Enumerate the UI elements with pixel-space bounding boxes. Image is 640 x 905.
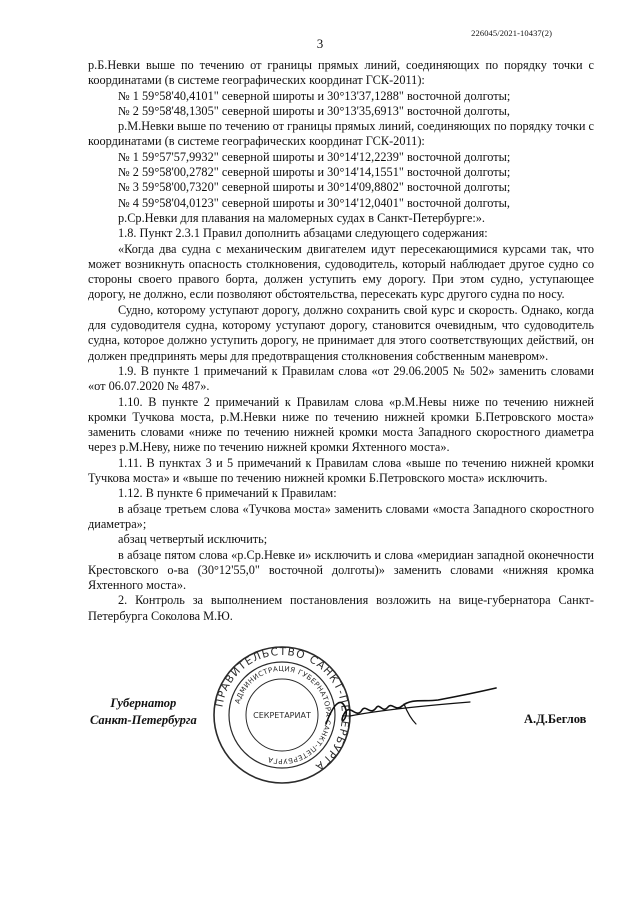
- paragraph-1-8: 1.8. Пункт 2.3.1 Правил дополнить абзацами следующего содержания:: [118, 226, 488, 241]
- paragraph-1-9: 1.9. В пункте 1 примечаний к Правилам слова «от 29.06.2005 № 502» заменить словами «от 06.07.2020 № 487».: [88, 363, 594, 394]
- stamp-inner-text: АДМИНИСТРАЦИЯ ГУБЕРНАТОРА САНКТ-ПЕТЕРБУРГА: [233, 664, 333, 766]
- stamp-center-text: СЕКРЕТАРИАТ: [253, 711, 311, 720]
- paragraph-quote-2: Судно, которому уступают дорогу, должно сохранить свой курс и скорость. Однако, когда для судоводителя судна, которому уступают дорогу, становится очевидным, что судоводитель судна, которое должно уступить дорогу, не принимает для этого соответствующих действий, он должен предпринять меры для предотвращения столкновения собственным маневром».: [88, 302, 594, 363]
- signer-title-line1: Губернатор: [110, 696, 177, 710]
- paragraph-1-11: 1.11. В пунктах 3 и 5 примечаний к Правилам слова «выше по течению нижней кромки Тучкова моста» и «выше по течению нижней кромки Б.Петровского моста» исключить.: [88, 455, 594, 486]
- coordinate-line: № 1 59°57'57,9932" северной широты и 30°14'12,2239" восточной долготы;: [118, 149, 511, 164]
- paragraph-abzac-5: в абзаце пятом слова «р.Ср.Невке и» исключить и слова «меридиан западной оконечности Крестовского о-ва (30°12'55,0" восточной долготы)» заменить словами «нижняя кромка Яхтенного моста».: [88, 547, 594, 593]
- paragraph-m-nevka: р.М.Невки выше по течению от границы прямых линий, соединяющих по порядку точки с координатами (в системе географических координат ГСК-2011):: [88, 119, 594, 149]
- paragraph-control: 2. Контроль за выполнением постановления возложить на вице-губернатора Санкт-Петербурга Соколова М.Ю.: [88, 593, 594, 623]
- signer-title-line2: Санкт-Петербурга: [90, 713, 197, 727]
- paragraph-sr-nevka: р.Ср.Невки для плавания на маломерных судах в Санкт-Петербурге:».: [118, 210, 485, 225]
- paragraph-abzac-4: абзац четвертый исключить;: [118, 532, 268, 547]
- coordinate-line: № 2 59°58'48,1305" северной широты и 30°13'35,6913" восточной долготы,: [118, 103, 510, 118]
- coordinate-line: № 1 59°58'40,4101" северной широты и 30°13'37,1288" восточной долготы;: [118, 88, 511, 103]
- handwritten-signature: [320, 680, 510, 740]
- signer-title: [90, 695, 197, 729]
- signer-name: А.Д.Беглов: [524, 712, 587, 726]
- coordinate-line: № 4 59°58'04,0123" северной широты и 30°14'12,0401" восточной долготы,: [118, 195, 510, 210]
- paragraph-b-nevka: р.Б.Невки выше по течению от границы прямых линий, соединяющих по порядку точки с координатами (в системе географических координат ГСК-2011):: [88, 58, 594, 88]
- document-body: [88, 58, 594, 624]
- paragraph-abzac-3: в абзаце третьем слова «Тучкова моста» заменить словами «моста Западного скоростного диаметра»;: [88, 501, 594, 531]
- page-number: 3: [316, 36, 324, 51]
- stamp-outer-text: ПРАВИТЕЛЬСТВО САНКТ-ПЕТЕРБУРГА: [213, 645, 352, 774]
- coordinate-line: № 3 59°58'00,7320" северной широты и 30°14'09,8802" восточной долготы;: [118, 180, 511, 195]
- paragraph-quote-1: «Когда два судна с механическим двигателем идут пересекающимися курсами так, что может возникнуть опасность столкновения, судоводитель, который наблюдает другое судно со стороны своего правого борта, должен уступить ему дорогу. При этом судно, уступающее дорогу, не должно, если позволяют обстоятельства, пересекать курс другого судна по носу.: [88, 241, 594, 302]
- paragraph-1-12: 1.12. В пункте 6 примечаний к Правилам:: [118, 486, 337, 501]
- coordinate-line: № 2 59°58'00,2782" северной широты и 30°14'14,1551" восточной долготы;: [118, 165, 511, 180]
- document-id: 226045/2021-10437(2): [471, 28, 552, 38]
- paragraph-1-10: 1.10. В пункте 2 примечаний к Правилам слова «р.М.Невы ниже по течению нижней кромки Тучкова моста, р.М.Невки ниже по течению нижней кромки Б.Петровского моста» заменить словами «ниже по течению нижней кромки моста Западного скоростного диаметра через р.М.Неву, ниже по течению нижней кромки Яхтенного моста».: [88, 394, 594, 455]
